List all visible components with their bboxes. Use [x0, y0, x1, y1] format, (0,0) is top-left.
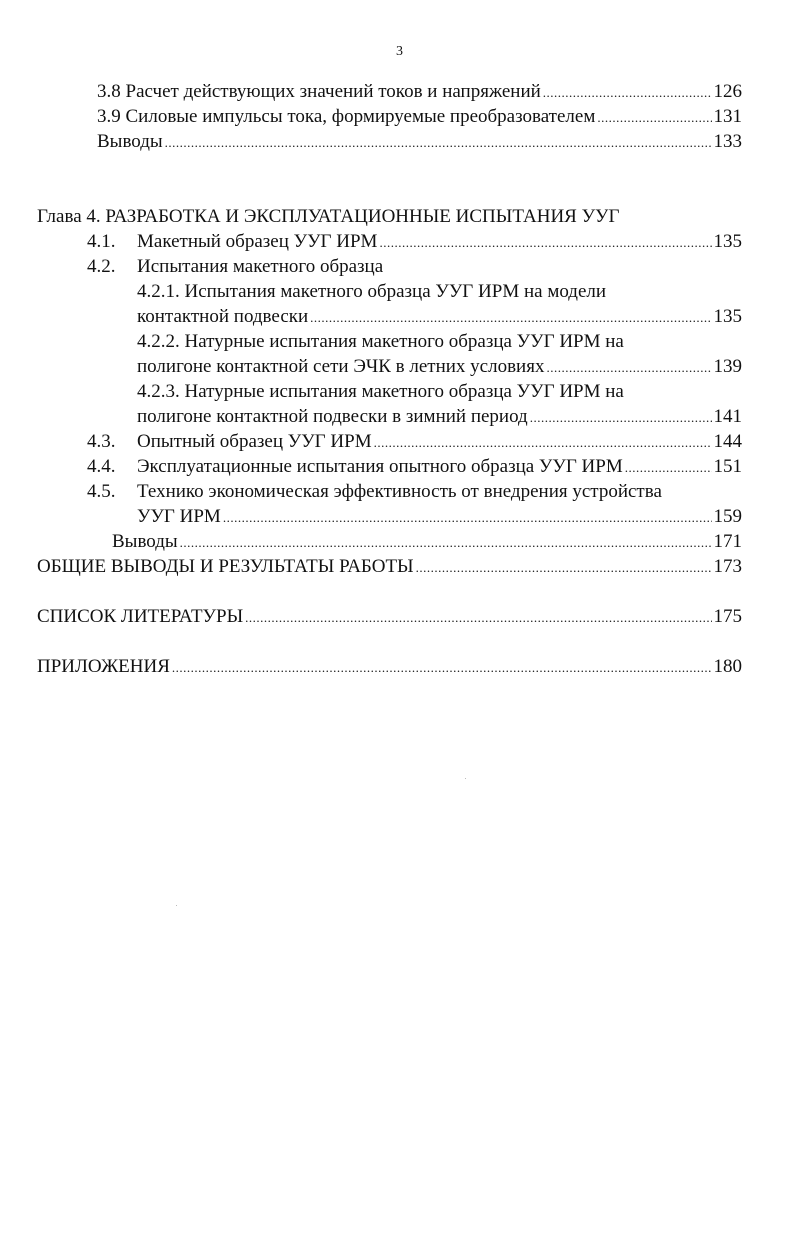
- dot-leader: [165, 130, 712, 155]
- toc-entry-text: СПИСОК ЛИТЕРАТУРЫ: [37, 606, 244, 627]
- toc-entry-appendices[interactable]: [37, 654, 742, 679]
- toc-entry-4-5-line1[interactable]: [87, 479, 662, 504]
- toc-page-number: 175: [713, 606, 742, 627]
- toc-entry-4-1[interactable]: [87, 229, 742, 254]
- dot-leader: [374, 430, 712, 455]
- toc-entry-text: 3.9 Силовые импульсы тока, формируемые преобразователем: [97, 106, 596, 127]
- toc-entry-references[interactable]: [37, 604, 742, 629]
- toc-page-number: 133: [713, 131, 742, 152]
- toc-entry-text: Выводы: [97, 131, 163, 152]
- dot-leader: [416, 555, 712, 580]
- toc-page-number: 126: [713, 81, 742, 102]
- dot-leader: [530, 405, 712, 430]
- dot-leader: [546, 355, 711, 380]
- toc-entry-3-9[interactable]: [97, 104, 742, 129]
- toc-entry-text: контактной подвески: [137, 306, 309, 327]
- toc-page-number: 135: [713, 231, 742, 252]
- dot-leader: [172, 655, 712, 680]
- toc-page-number: 180: [713, 656, 742, 677]
- toc-entry-text: Опытный образец УУГ ИРМ: [137, 431, 372, 452]
- toc-entry-4-4[interactable]: [87, 454, 742, 479]
- toc-page-number: 173: [713, 556, 742, 577]
- dot-leader: [379, 230, 711, 255]
- dot-leader: [597, 105, 711, 130]
- toc-entry-chapter4-conclusions[interactable]: [112, 529, 742, 554]
- dot-leader: [310, 305, 711, 330]
- toc-entry-text: Макетный образец УУГ ИРМ: [137, 231, 378, 252]
- toc-entry-text: Технико экономическая эффективность от внедрения устройства: [137, 481, 662, 502]
- section-number: 4.4.: [87, 456, 116, 477]
- toc-page-number: 151: [713, 456, 742, 477]
- section-number: 4.2.: [87, 256, 116, 277]
- toc-entry-text: Выводы: [112, 531, 178, 552]
- toc-page-number: 131: [713, 106, 742, 127]
- toc-entry-4-3[interactable]: [87, 429, 742, 454]
- toc-entry-text: ОБЩИЕ ВЫВОДЫ И РЕЗУЛЬТАТЫ РАБОТЫ: [37, 556, 414, 577]
- toc-entry-text: 3.8 Расчет действующих значений токов и напряжений: [97, 81, 541, 102]
- toc-page-number: 144: [713, 431, 742, 452]
- toc-entry-4-2-1-line1[interactable]: 4.2.1. Испытания макетного образца УУГ ИРМ на модели: [137, 281, 607, 302]
- toc-page-number: 141: [713, 406, 742, 427]
- toc-entry-text: УУГ ИРМ: [137, 506, 221, 527]
- toc-entry-4-2-2-line1[interactable]: 4.2.2. Натурные испытания макетного образца УУГ ИРМ на: [137, 331, 624, 352]
- toc-entry-4-5[interactable]: [137, 504, 742, 529]
- section-number: 4.5.: [87, 481, 116, 502]
- dot-leader: [625, 455, 712, 480]
- toc-page-number: 135: [713, 306, 742, 327]
- toc-entry-4-2-3[interactable]: [137, 404, 742, 429]
- scan-speck: [176, 905, 177, 906]
- toc-entry-text: полигоне контактной подвески в зимний период: [137, 406, 528, 427]
- toc-entry-general-conclusions[interactable]: [37, 554, 742, 579]
- dot-leader: [223, 505, 712, 530]
- scan-speck: [465, 778, 466, 779]
- toc-page-number: 159: [713, 506, 742, 527]
- toc-entry-4-2-3-line1[interactable]: 4.2.3. Натурные испытания макетного образца УУГ ИРМ на: [137, 381, 624, 402]
- toc-entry-3-8[interactable]: [97, 79, 742, 104]
- toc-entry-4-2-1[interactable]: [137, 304, 742, 329]
- toc-entry-text: ПРИЛОЖЕНИЯ: [37, 656, 170, 677]
- toc-entry-text: Эксплуатационные испытания опытного образца УУГ ИРМ: [137, 456, 623, 477]
- toc-page-number: 171: [713, 531, 742, 552]
- toc-page-number: 139: [713, 356, 742, 377]
- toc-entry-text: полигоне контактной сети ЭЧК в летних условиях: [137, 356, 545, 377]
- toc-entry-text: Испытания макетного образца: [137, 256, 384, 277]
- toc-entry-4-2-2[interactable]: [137, 354, 742, 379]
- dot-leader: [543, 80, 712, 105]
- page-number: 3: [396, 44, 403, 59]
- toc-entry-chapter3-conclusions[interactable]: [97, 129, 742, 154]
- dot-leader: [245, 605, 711, 630]
- section-number: 4.3.: [87, 431, 116, 452]
- chapter-4-title[interactable]: Глава 4. РАЗРАБОТКА И ЭКСПЛУАТАЦИОННЫЕ ИСПЫТАНИЯ УУГ: [37, 206, 620, 227]
- toc-entry-4-2[interactable]: [87, 254, 383, 279]
- dot-leader: [180, 530, 712, 555]
- section-number: 4.1.: [87, 231, 116, 252]
